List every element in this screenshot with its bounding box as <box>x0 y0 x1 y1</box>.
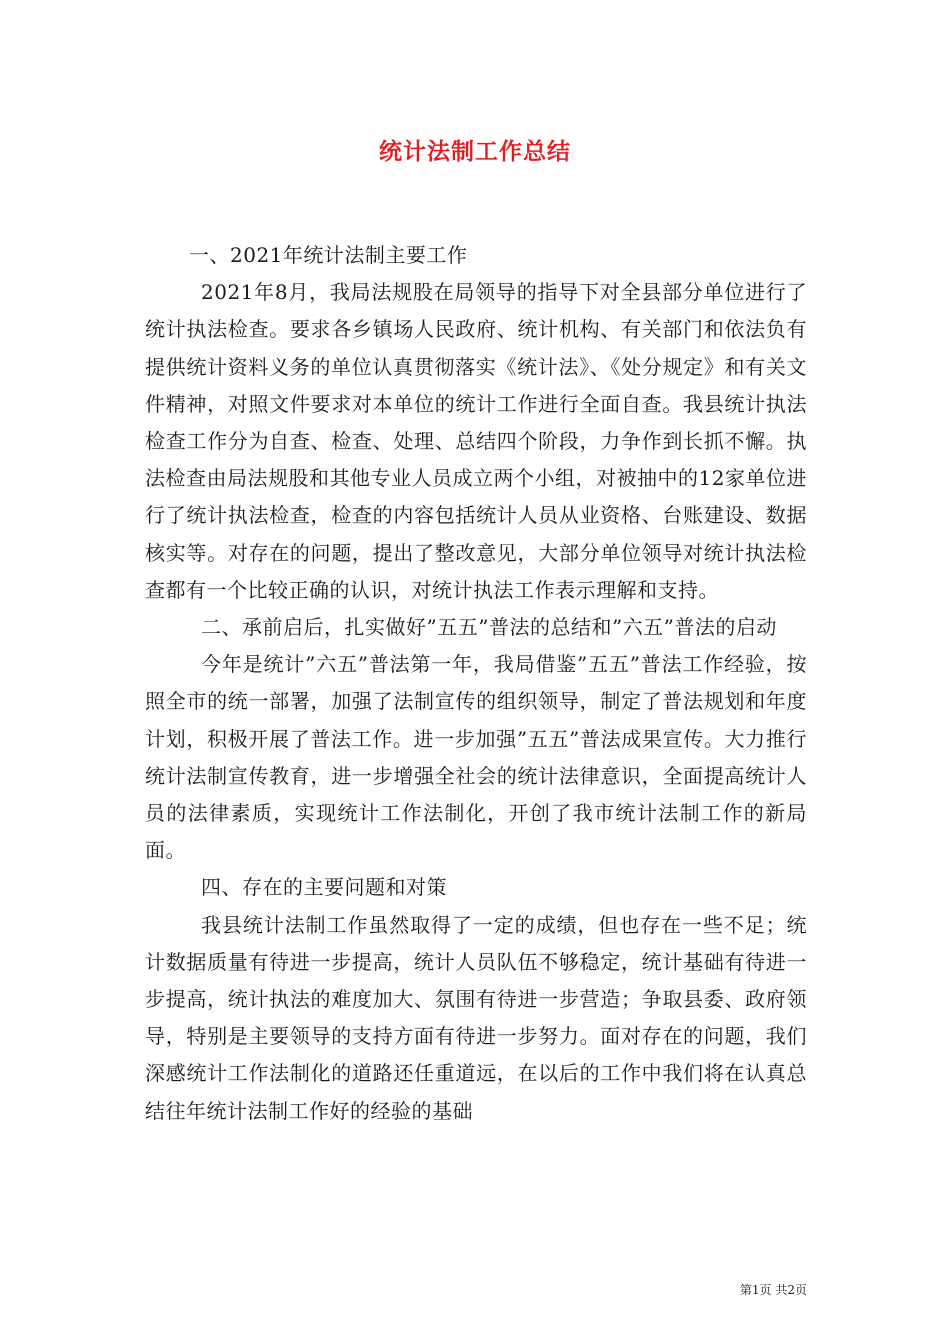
paragraph-1: 2021年8月，我局法规股在局领导的指导下对全县部分单位进行了统计执法检查。要求各乡镇场人民政府、统计机构、有关部门和依法负有提供统计资料义务的单位认真贯彻落实《统计法》、《处分规定》和有关文件精神，对照文件要求对本单位的统计工作进行全面自查。我县统计执法检查工作分为自查、检查、处理、总结四个阶段，力争作到长抓不懈。执法检查由局法规股和其他专业人员成立两个小组，对被抽中的12家单位进行了统计执法检查，检查的内容包括统计人员从业资格、台账建设、数据核实等。对存在的问题，提出了整改意见，大部分单位领导对统计执法检查都有一个比较正确的认识，对统计执法工作表示理解和支持。 <box>145 280 807 602</box>
document-body <box>145 237 807 1130</box>
paragraph-3: 我县统计法制工作虽然取得了一定的成绩，但也存在一些不足；统计数据质量有待进一步提高，统计人员队伍不够稳定，统计基础有待进一步提高，统计执法的难度加大、氛围有待进一步营造；争取县委、政府领导，特别是主要领导的支持方面有待进一步努力。面对存在的问题，我们深感统计工作法制化的道路还任重道远，在以后的工作中我们将在认真总结往年统计法制工作好的经验的基础 <box>145 912 807 1123</box>
page-number: 第1页 共2页 <box>739 1283 807 1297</box>
section-heading-4: 四、存在的主要问题和对策 <box>201 875 447 900</box>
document-title: 统计法制工作总结 <box>379 139 571 165</box>
section-heading-2: 二、承前启后，扎实做好”五五”普法的总结和”六五”普法的启动 <box>201 615 777 640</box>
paragraph-2: 今年是统计”六五”普法第一年，我局借鉴”五五”普法工作经验，按照全市的统一部署，加强了法制宣传的组织领导，制定了普法规划和年度计划，积极开展了普法工作。进一步加强”五五”普法成果宣传。大力推行统计法制宣传教育，进一步增强全社会的统计法律意识，全面提高统计人员的法律素质，实现统计工作法制化，开创了我市统计法制工作的新局面。 <box>145 652 807 863</box>
section-heading-1: 一、2021年统计法制主要工作 <box>189 243 468 267</box>
